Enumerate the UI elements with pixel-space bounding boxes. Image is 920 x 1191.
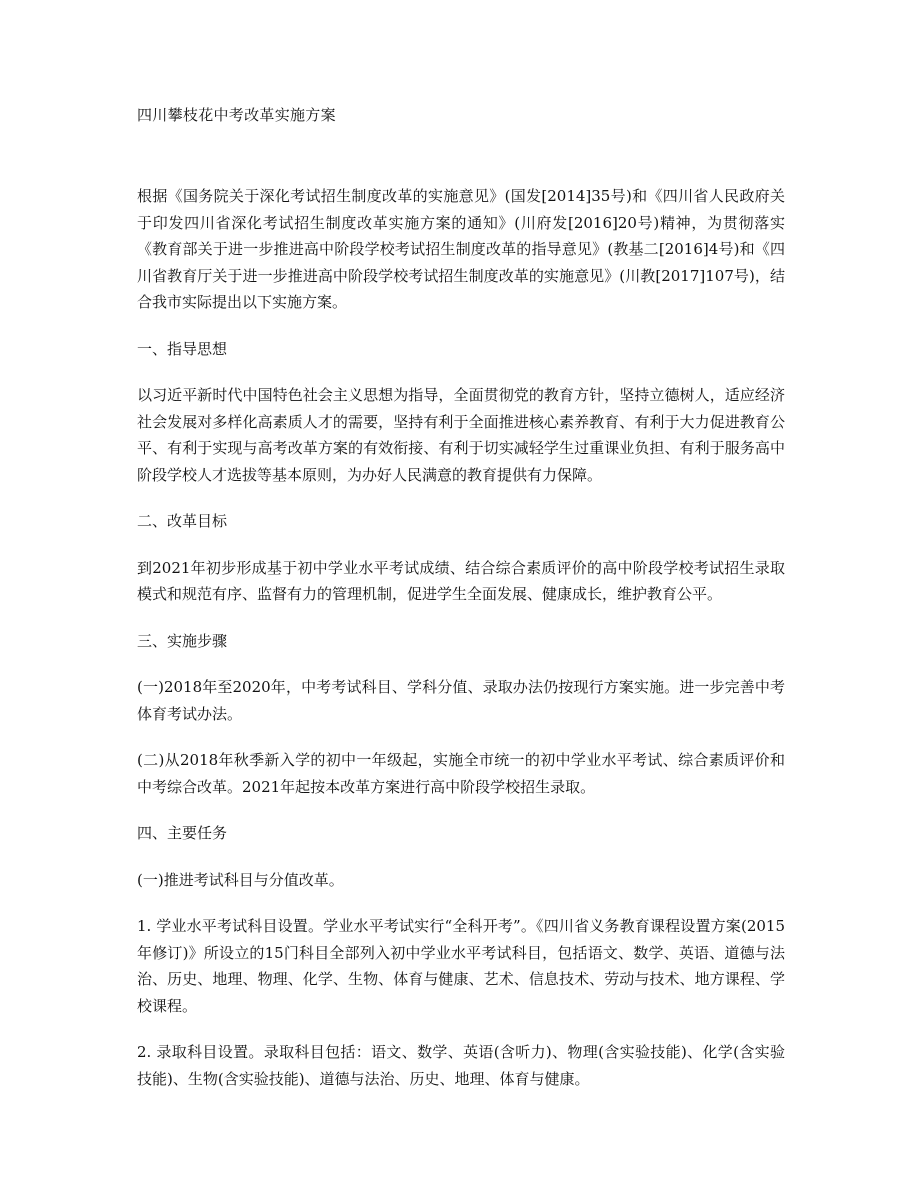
- implementation-step-1: (一)2018年至2020年，中考考试科目、学科分值、录取办法仍按现行方案实施。进一步完善中考体育考试办法。: [137, 678, 785, 723]
- section-heading-reform-goals: 二、改革目标: [137, 512, 228, 530]
- section-heading-implementation-steps: 三、实施步骤: [137, 631, 228, 650]
- guiding-ideology-paragraph: 以习近平新时代中国特色社会主义思想为指导，全面贯彻党的教育方针，坚持立德树人，适应经济社会发展对多样化高素质人才的需要，坚持有利于全面推进核心素养教育、有利于大力促进教育公平、有利于实现与高考改革方案的有效衔接、有利于切实减轻学生过重课业负担、有利于服务高中阶段学校人才选拔等基本原则，为办好人民满意的教育提供有力保障。: [137, 386, 785, 484]
- document-body: [137, 183, 785, 1112]
- reform-goals-paragraph: 到2021年初步形成基于初中学业水平考试成绩、结合综合素质评价的高中阶段学校考试招生录取模式和规范有序、监督有力的管理机制，促进学生全面发展、健康成长，维护教育公平。: [137, 558, 785, 603]
- implementation-step-2: (二)从2018年秋季新入学的初中一年级起，实施全市统一的初中学业水平考试、综合素质评价和中考综合改革。2021年起按本改革方案进行高中阶段学校招生录取。: [137, 751, 785, 796]
- intro-paragraph: 根据《国务院关于深化考试招生制度改革的实施意见》(国发[2014]35号)和《四川省人民政府关于印发四川省深化考试招生制度改革实施方案的通知》(川府发[2016]20号)精神，为贯彻落实《教育部关于进一步推进高中阶段学校考试招生制度改革的指导意见》(教基二[2016]4号)和《四川省教育厅关于进一步推进高中阶段学校考试招生制度改革的实施意见》(川教[2017]107号)，结合我市实际提出以下实施方案。: [137, 187, 785, 311]
- main-task-point-1: 1. 学业水平考试科目设置。学业水平考试实行“全科开考”。《四川省义务教育课程设置方案(2015年修订)》所设立的15门科目全部列入初中学业水平考试科目，包括语文、数学、英语、道德与法治、历史、地理、物理、化学、生物、体育与健康、艺术、信息技术、劳动与技术、地方课程、学校课程。: [137, 917, 785, 1015]
- main-task-subheading-1: (一)推进考试科目与分值改革。: [137, 870, 344, 889]
- document-title: 四川攀枝花中考改革实施方案: [137, 106, 336, 124]
- section-heading-guiding-ideology: 一、指导思想: [137, 339, 228, 358]
- main-task-point-2: 2. 录取科目设置。录取科目包括：语文、数学、英语(含听力)、物理(含实验技能)、化学(含实验技能)、生物(含实验技能)、道德与法治、历史、地理、体育与健康。: [137, 1043, 785, 1088]
- section-heading-main-tasks: 四、主要任务: [137, 824, 228, 842]
